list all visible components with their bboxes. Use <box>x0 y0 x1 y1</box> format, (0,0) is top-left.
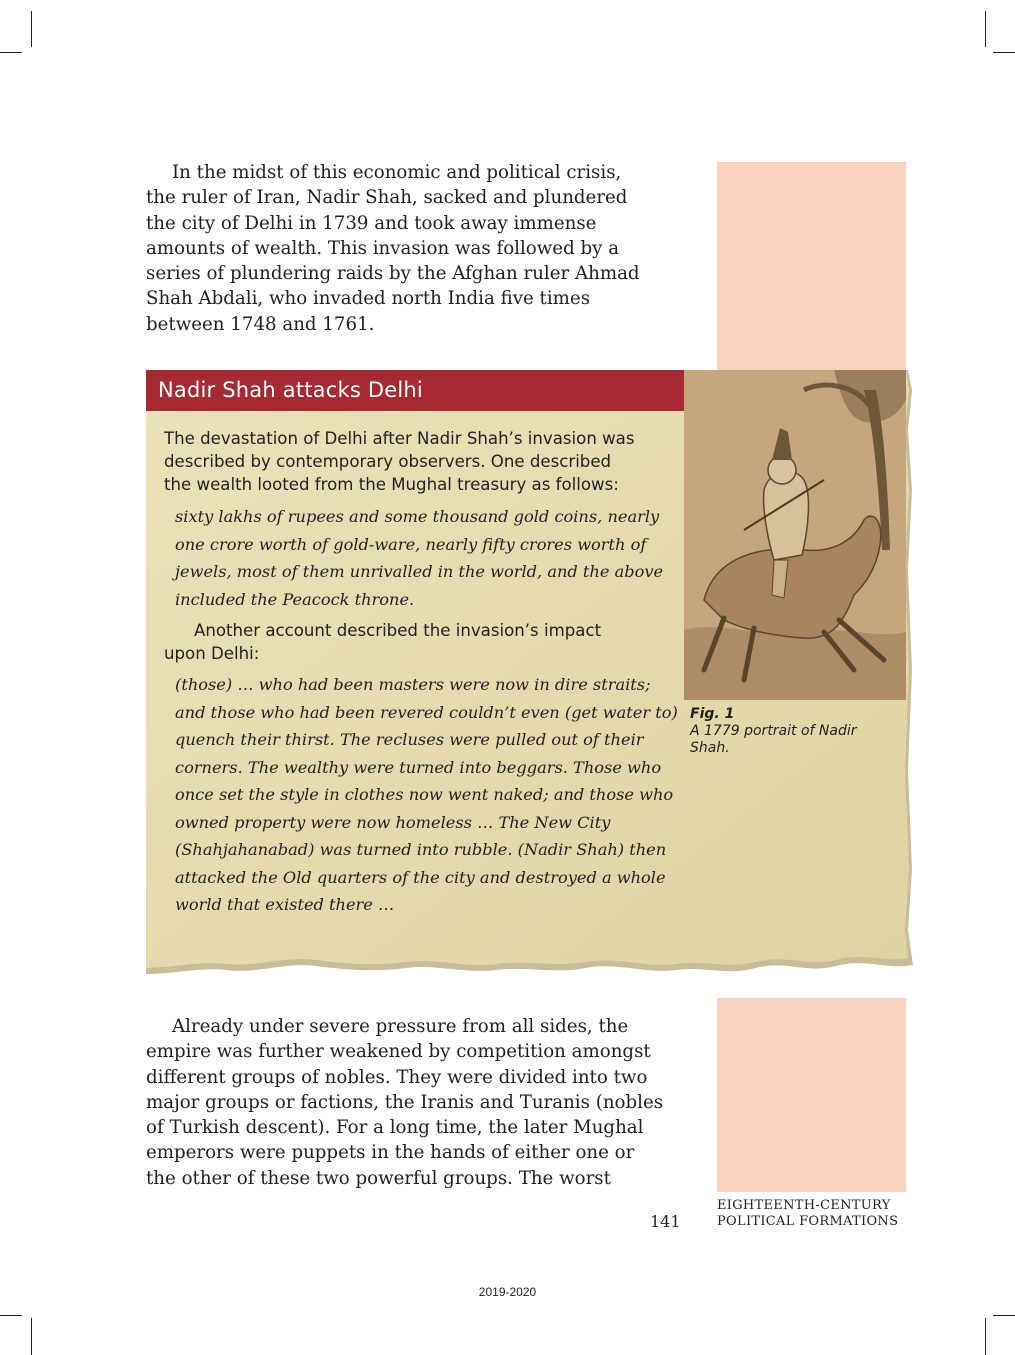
box-title: Nadir Shah attacks Delhi <box>146 370 684 411</box>
quote-line: once set the style in clothes now went naked; and those who <box>175 785 674 804</box>
chapter-title <box>717 1198 898 1230</box>
quote-line: included the Peacock throne. <box>175 589 415 609</box>
text-line: Another account described the invasion’s impact <box>194 621 602 640</box>
text-line: of Turkish descent). For a long time, the later Mughal <box>146 1117 644 1139</box>
quote-line: attacked the Old quarters of the city and destroyed a whole <box>175 867 666 887</box>
caption-line: Shah. <box>690 740 730 756</box>
text-line: major groups or factions, the Iranis and Turanis (nobles <box>146 1091 664 1113</box>
intro-paragraph <box>146 160 684 337</box>
text-line: amounts of wealth. This invasion was followed by a <box>146 237 620 259</box>
quote-line: jewels, most of them unrivalled in the world, and the above <box>175 562 664 581</box>
closing-paragraph <box>146 1014 684 1191</box>
quote-line: and those who had been revered couldn’t even (get water to) <box>175 702 678 722</box>
text-line: upon Delhi: <box>164 644 260 663</box>
crop-mark <box>31 11 32 47</box>
text-line: Shah Abdali, who invaded north India five times <box>146 288 591 310</box>
nadir-shah-portrait-illustration <box>684 370 906 700</box>
margin-panel-top <box>717 162 906 370</box>
quote-line: quench their thirst. The recluses were pulled out of their <box>175 730 644 749</box>
text-line: series of plundering raids by the Afghan ruler Ahmad <box>146 263 640 285</box>
edition-year: 2019-2020 <box>478 1285 537 1299</box>
box-intro-second <box>164 619 669 665</box>
text-line: emperors were puppets in the hands of either one or <box>146 1142 635 1164</box>
text-line: described by contemporary observers. One described <box>164 452 612 471</box>
figure-label: Fig. 1 <box>690 706 735 722</box>
crop-mark <box>985 11 986 47</box>
margin-panel-bottom <box>717 998 906 1192</box>
portrait-image <box>684 370 906 700</box>
quote-line: one crore worth of gold-ware, nearly fifty crores worth of <box>175 534 647 554</box>
page-number: 141 <box>650 1212 681 1231</box>
text-line: the other of these two powerful groups. The worst <box>146 1167 611 1189</box>
quote-line: (those) … who had been masters were now in dire straits; <box>175 675 651 694</box>
quote-line: corners. The wealthy were turned into beggars. Those who <box>175 757 662 777</box>
crop-mark <box>993 52 1015 53</box>
text-line: the ruler of Iran, Nadir Shah, sacked and plundered <box>146 187 628 209</box>
caption-line: A 1779 portrait of Nadir <box>690 723 857 739</box>
chapter-title-line: EIGHTEENTH-CENTURY <box>717 1198 891 1213</box>
text-line: the city of Delhi in 1739 and took away immense <box>146 212 597 234</box>
crop-mark <box>31 1318 32 1355</box>
text-line: Already under severe pressure from all sides, the <box>172 1016 629 1037</box>
text-line: In the midst of this economic and political crisis, <box>172 162 622 183</box>
quote-impact <box>175 671 678 919</box>
box-intro <box>164 427 669 496</box>
chapter-title-line: POLITICAL FORMATIONS <box>717 1214 899 1229</box>
figure-caption <box>690 706 900 757</box>
quote-line: sixty lakhs of rupees and some thousand gold coins, nearly <box>175 507 660 526</box>
quote-treasury <box>175 503 665 613</box>
crop-mark <box>993 1315 1015 1316</box>
crop-mark <box>985 1318 986 1355</box>
text-line: the wealth looted from the Mughal treasury as follows: <box>164 475 619 494</box>
text-line: empire was further weakened by competition amongst <box>146 1041 651 1063</box>
quote-line: owned property were now homeless … The New City <box>175 812 611 832</box>
text-line: between 1748 and 1761. <box>146 313 375 335</box>
crop-mark <box>0 52 22 53</box>
quote-line: world that existed there … <box>175 895 395 914</box>
text-line: The devastation of Delhi after Nadir Shah’s invasion was <box>164 429 635 448</box>
quote-line: (Shahjahanabad) was turned into rubble. (Nadir Shah) then <box>175 840 667 859</box>
crop-mark <box>0 1315 22 1316</box>
text-line: different groups of nobles. They were divided into two <box>146 1066 648 1088</box>
